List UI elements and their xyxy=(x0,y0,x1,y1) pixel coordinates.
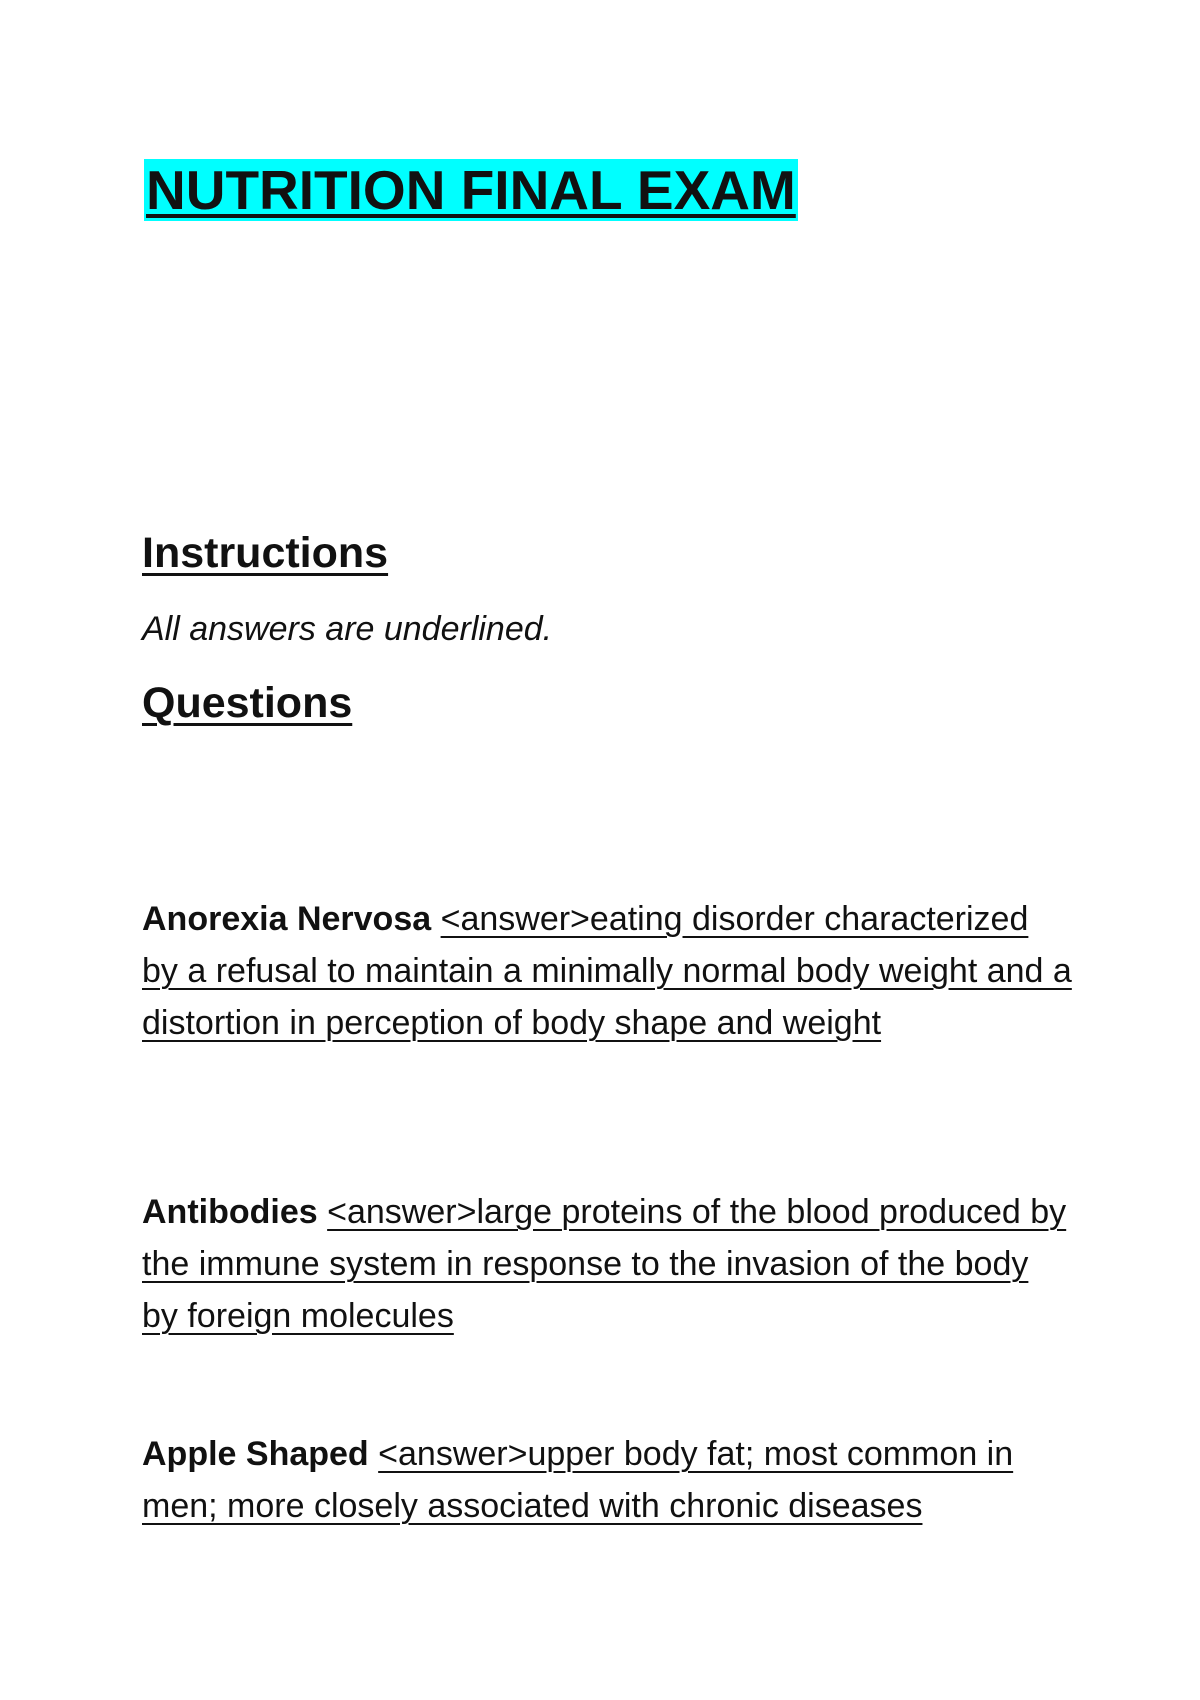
question-term: Anorexia Nervosa xyxy=(142,900,432,938)
question-term: Antibodies xyxy=(142,1193,318,1231)
question-item xyxy=(142,1428,1072,1532)
questions-heading: Questions xyxy=(142,679,353,727)
question-answer: <answer>upper body fat; most common in men; more closely associated with chronic diseases xyxy=(142,1435,1014,1525)
question-item xyxy=(142,893,1072,1049)
document-title-text: NUTRITION FINAL EXAM xyxy=(146,159,796,221)
instructions-heading: Instructions xyxy=(142,529,389,577)
document-title xyxy=(142,155,800,225)
question-answer: <answer>eating disorder characterized by a refusal to maintain a minimally normal body weight and a distortion in perception of body shape and weight xyxy=(142,900,1072,1042)
question-answer: <answer>large proteins of the blood produced by the immune system in response to the invasion of the body by foreign molecules xyxy=(142,1193,1067,1335)
question-item xyxy=(142,1186,1072,1342)
instructions-text: All answers are underlined. xyxy=(142,610,553,648)
question-term: Apple Shaped xyxy=(142,1435,369,1473)
